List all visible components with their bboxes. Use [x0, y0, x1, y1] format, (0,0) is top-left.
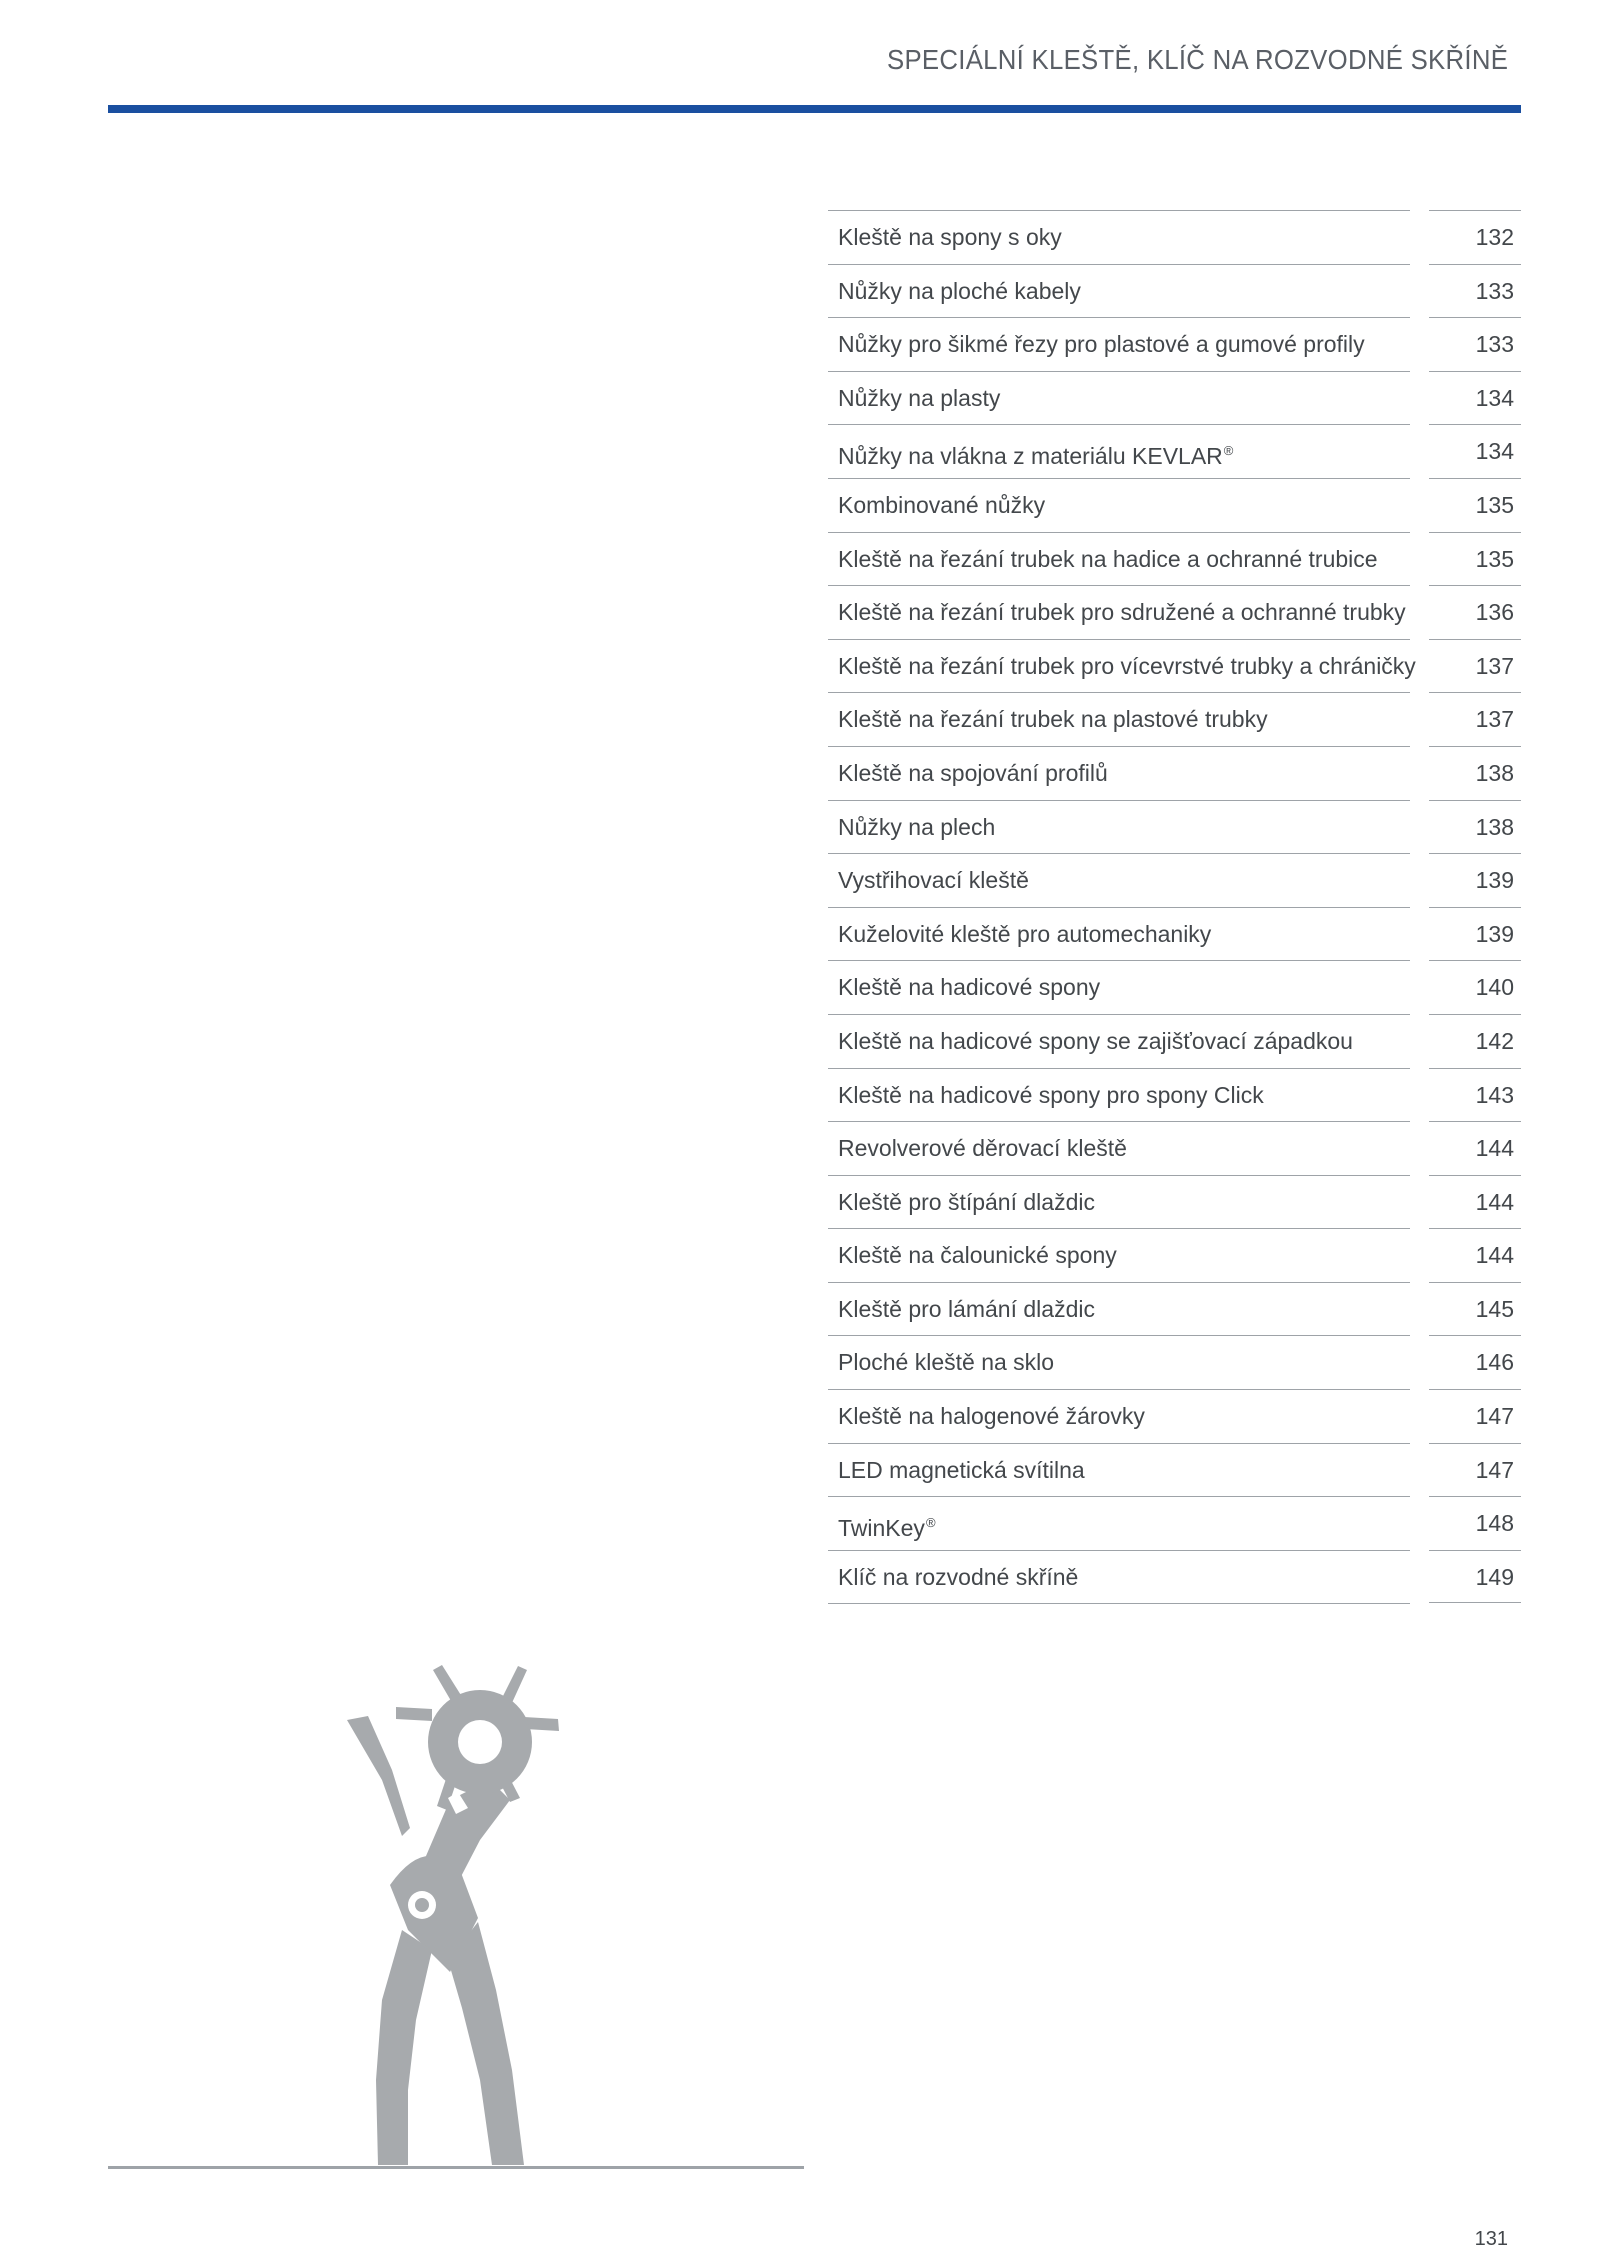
- toc-entry-title: [828, 478, 1410, 532]
- toc-row[interactable]: [828, 317, 1521, 371]
- toc-entry-page: 144: [1429, 1121, 1521, 1175]
- toc-entry-text: Nůžky na plasty: [838, 384, 1001, 411]
- toc-row[interactable]: [828, 424, 1521, 478]
- toc-entry-page: 145: [1429, 1282, 1521, 1336]
- toc-entry-text: Kleště pro lámání dlaždic: [838, 1295, 1095, 1322]
- toc-entry-title: [828, 800, 1410, 854]
- toc-entry-page: 148: [1429, 1496, 1521, 1550]
- toc-entry-title: [828, 746, 1410, 800]
- registered-mark: ®: [925, 1515, 936, 1531]
- toc-entry-page: 135: [1429, 478, 1521, 532]
- toc-entry-page: 135: [1429, 532, 1521, 586]
- toc-entry-title: [828, 424, 1410, 478]
- toc-entry-text: Kleště na halogenové žárovky: [838, 1403, 1145, 1430]
- toc-entry-page: 139: [1429, 907, 1521, 961]
- toc-entry-text: Klíč na rozvodné skříně: [838, 1563, 1079, 1590]
- toc-bottom-rule: [828, 1603, 1410, 1604]
- toc-entry-page: 133: [1429, 264, 1521, 318]
- toc-entry-title: [828, 1228, 1410, 1282]
- revolving-punch-pliers-icon: [330, 1660, 590, 2170]
- toc-row[interactable]: [828, 800, 1521, 854]
- toc-entry-page: 149: [1429, 1550, 1521, 1604]
- toc-row[interactable]: [828, 907, 1521, 961]
- toc-row[interactable]: [828, 210, 1521, 264]
- toc-row[interactable]: [828, 1068, 1521, 1122]
- toc-row[interactable]: [828, 1496, 1521, 1550]
- toc-entry-text: Kleště na řezání trubek na hadice a ochranné trubice: [838, 545, 1378, 572]
- toc-entry-text: Kleště pro štípání dlaždic: [838, 1188, 1095, 1215]
- toc-row[interactable]: [828, 853, 1521, 907]
- toc-row[interactable]: [828, 585, 1521, 639]
- toc-row[interactable]: [828, 1175, 1521, 1229]
- toc-entry-text: Kuželovité kleště pro automechaniky: [838, 920, 1212, 947]
- toc-entry-title: [828, 1014, 1410, 1068]
- toc-entry-text: Kleště na hadicové spony: [838, 974, 1101, 1001]
- toc-entry-title: [828, 264, 1410, 318]
- toc-entry-page: 134: [1429, 371, 1521, 425]
- toc-entry-title: [828, 210, 1410, 264]
- toc-entry-text: Vystřihovací kleště: [838, 867, 1029, 894]
- toc-row[interactable]: [828, 1389, 1521, 1443]
- toc-entry-page: 142: [1429, 1014, 1521, 1068]
- toc-row[interactable]: [828, 639, 1521, 693]
- toc-entry-page: 147: [1429, 1389, 1521, 1443]
- toc-entry-page: 139: [1429, 853, 1521, 907]
- toc-row[interactable]: [828, 1282, 1521, 1336]
- toc-entry-text: Kleště na spojování profilů: [838, 759, 1108, 786]
- toc-row[interactable]: [828, 1335, 1521, 1389]
- toc-entry-title: [828, 1335, 1410, 1389]
- toc-entry-page: 144: [1429, 1175, 1521, 1229]
- toc-entry-text: Kleště na řezání trubek pro vícevrstvé trubky a chráničky: [838, 652, 1416, 679]
- toc-entry-title: [828, 960, 1410, 1014]
- toc-entry-title: [828, 1175, 1410, 1229]
- toc-entry-title: [828, 907, 1410, 961]
- toc-row[interactable]: [828, 1550, 1521, 1604]
- toc-entry-text: Nůžky na vlákna z materiálu KEVLAR: [838, 443, 1223, 470]
- toc-entry-page: 132: [1429, 210, 1521, 264]
- toc-entry-page: 144: [1429, 1228, 1521, 1282]
- toc-bottom-rule-page: [1429, 1602, 1521, 1603]
- toc-entry-text: Kleště na řezání trubek na plastové trubky: [838, 706, 1268, 733]
- toc-row[interactable]: [828, 1014, 1521, 1068]
- toc-entry-page: 138: [1429, 746, 1521, 800]
- toc-entry-title: [828, 639, 1416, 693]
- page-number: 131: [1474, 2228, 1508, 2250]
- toc-row[interactable]: [828, 478, 1521, 532]
- toc-row[interactable]: [828, 1121, 1521, 1175]
- toc-entry-title: [828, 1282, 1410, 1336]
- toc-entry-text: Ploché kleště na sklo: [838, 1349, 1055, 1376]
- toc-entry-text: Kleště na hadicové spony pro spony Click: [838, 1081, 1264, 1108]
- toc-entry-page: 137: [1429, 639, 1521, 693]
- bottom-rule: [108, 2166, 804, 2169]
- header-rule: [108, 105, 1521, 113]
- toc-entry-text: LED magnetická svítilna: [838, 1456, 1085, 1483]
- toc-entry-title: [828, 1550, 1410, 1604]
- toc-row[interactable]: [828, 264, 1521, 318]
- toc-entry-text: Kombinované nůžky: [838, 491, 1046, 518]
- toc-entry-page: 140: [1429, 960, 1521, 1014]
- toc-entry-page: 133: [1429, 317, 1521, 371]
- toc-row[interactable]: [828, 1228, 1521, 1282]
- toc-entry-text: Kleště na řezání trubek pro sdružené a ochranné trubky: [838, 599, 1406, 626]
- toc-entry-page: 134: [1429, 424, 1521, 478]
- toc-entry-title: [828, 1068, 1410, 1122]
- toc-entry-page: 136: [1429, 585, 1521, 639]
- toc-entry-text: Kleště na čalounické spony: [838, 1242, 1117, 1269]
- toc-entry-title: [828, 853, 1410, 907]
- page-header-title: SPECIÁLNÍ KLEŠTĚ, KLÍČ NA ROZVODNÉ SKŘÍNĚ: [886, 44, 1508, 75]
- toc-entry-title: [828, 532, 1410, 586]
- toc-entry-text: Nůžky pro šikmé řezy pro plastové a gumové profily: [838, 331, 1365, 358]
- toc-row[interactable]: [828, 746, 1521, 800]
- registered-mark: ®: [1223, 443, 1234, 459]
- toc-entry-text: TwinKey: [838, 1515, 925, 1542]
- toc-entry-title: [828, 317, 1410, 371]
- toc-entry-page: 147: [1429, 1443, 1521, 1497]
- toc-row[interactable]: [828, 692, 1521, 746]
- toc-entry-title: [828, 1443, 1410, 1497]
- toc-entry-page: 143: [1429, 1068, 1521, 1122]
- toc-entry-text: Kleště na spony s oky: [838, 224, 1062, 250]
- toc-entry-title: [828, 1496, 1410, 1550]
- toc-entry-page: 137: [1429, 692, 1521, 746]
- toc-entry-title: [828, 1389, 1410, 1443]
- toc-entry-title: [828, 1121, 1410, 1175]
- toc-entry-title: [828, 371, 1410, 425]
- toc-row[interactable]: [828, 532, 1521, 586]
- toc-entry-page: 138: [1429, 800, 1521, 854]
- toc-entry-text: Nůžky na plech: [838, 813, 996, 840]
- toc-entry-page: 146: [1429, 1335, 1521, 1389]
- table-of-contents: [828, 210, 1521, 1603]
- toc-row[interactable]: [828, 960, 1521, 1014]
- toc-row[interactable]: [828, 371, 1521, 425]
- toc-entry-text: Kleště na hadicové spony se zajišťovací západkou: [838, 1027, 1353, 1054]
- toc-entry-title: [828, 585, 1410, 639]
- toc-entry-text: Nůžky na ploché kabely: [838, 277, 1081, 304]
- toc-row[interactable]: [828, 1443, 1521, 1497]
- toc-entry-title: [828, 692, 1410, 746]
- toc-entry-text: Revolverové děrovací kleště: [838, 1135, 1127, 1162]
